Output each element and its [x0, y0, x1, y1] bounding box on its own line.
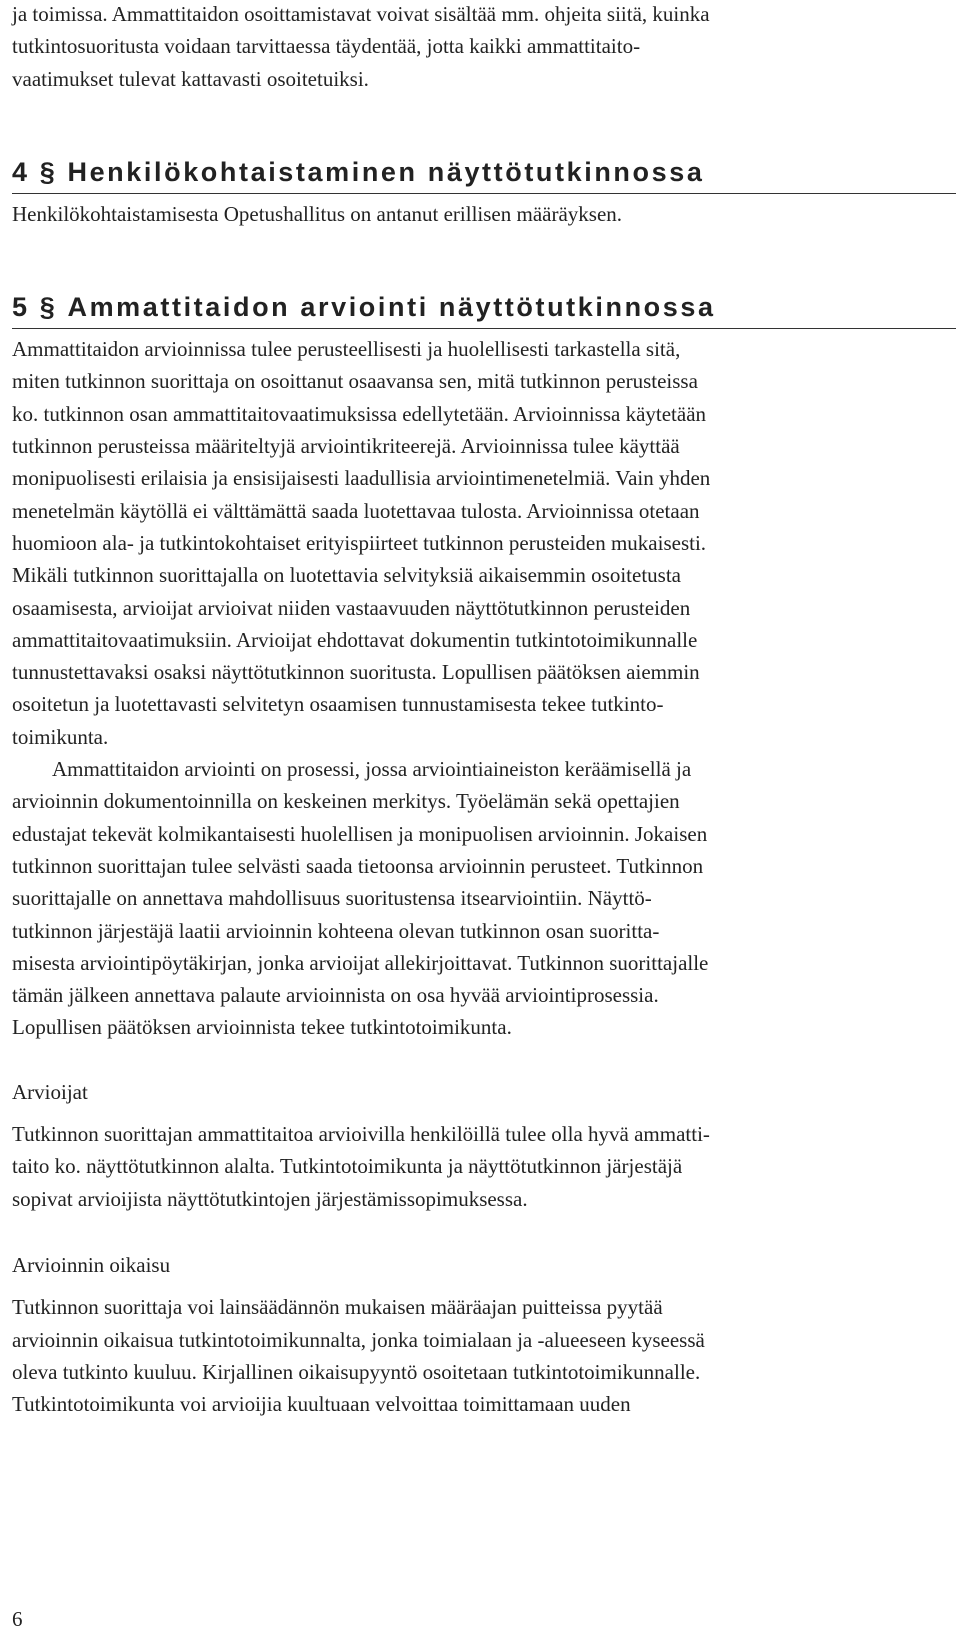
section-title: Ammattitaidon arviointi näyttötutkinnossa	[67, 292, 716, 323]
text-line: Ammattitaidon arviointi on prosessi, jossa arviointiaineiston keräämisellä ja	[52, 757, 692, 782]
section-5-paragraph-1	[12, 333, 948, 753]
text-line: tutkintosuoritusta voidaan tarvittaessa täydentää, jotta kaikki ammattitaito-	[12, 34, 641, 59]
text-line: toimikunta.	[12, 724, 109, 749]
document-page	[12, 0, 948, 1631]
text-line: osaamisesta, arvioijat arvioivat niiden vastaavuuden näyttötutkinnon perusteiden	[12, 595, 691, 620]
section-4-body: Henkilökohtaistamisesta Opetushallitus on antanut erillisen määräyksen.	[12, 201, 623, 226]
section-symbol: §	[39, 156, 58, 187]
text-line: edustajat tekevät kolmikantaisesti huolellisen ja monipuolisen arvioinnin. Jokaisen	[12, 821, 708, 846]
text-line: Tutkintotoimikunta voi arvioijia kuultuaan velvoittaa toimittamaan uuden	[12, 1392, 631, 1417]
section-symbol: §	[39, 292, 58, 323]
text-line: ko. tutkinnon osan ammattitaitovaatimuksissa edellytetään. Arvioinnissa käytetään	[12, 401, 707, 426]
section-5-paragraph-2	[12, 753, 948, 1044]
text-line: tutkinnon suorittajan tulee selvästi saada tietoonsa arvioinnin perusteet. Tutkinnon	[12, 853, 704, 878]
intro-paragraph	[12, 0, 948, 95]
text-line: suorittajalle on annettava mahdollisuus suoritustensa itsearviointiin. Näyttö-	[12, 886, 652, 911]
text-line: ja toimissa. Ammattitaidon osoittamistavat voivat sisältää mm. ohjeita siitä, kuinka	[12, 2, 710, 26]
text-line: Tutkinnon suorittaja voi lainsäädännön mukaisen määräajan puitteissa pyytää	[12, 1295, 663, 1320]
text-line: vaatimukset tulevat kattavasti osoitetuiksi.	[12, 66, 369, 91]
text-line: taito ko. näyttötutkinnon alalta. Tutkintotoimikunta ja näyttötutkinnon järjestäjä	[12, 1154, 683, 1179]
text-line: Ammattitaidon arvioinnissa tulee perusteellisesti ja huolellisesti tarkastella sitä,	[12, 337, 681, 362]
text-line: sopivat arvioijista näyttötutkintojen järjestämissopimuksessa.	[12, 1186, 528, 1211]
subheading-arvioijat: Arvioijat	[12, 1079, 88, 1104]
section-number: 4	[12, 156, 30, 187]
text-line: Mikäli tutkinnon suorittajalla on luotettavia selvityksiä aikaisemmin osoitetusta	[12, 563, 681, 588]
section-5-heading	[12, 289, 956, 329]
arvioijat-paragraph	[12, 1118, 948, 1215]
text-line: monipuolisesti erilaisia ja ensisijaisesti laadullisia arviointimenetelmiä. Vain yhden	[12, 466, 711, 491]
text-line: miten tutkinnon suorittaja on osoittanut osaavansa sen, mitä tutkinnon perusteissa	[12, 369, 698, 394]
page-number: 6	[12, 1607, 23, 1631]
text-line: Lopullisen päätöksen arvioinnista tekee tutkintotoimikunta.	[12, 1015, 512, 1040]
text-line: ammattitaitovaatimuksiin. Arvioijat ehdottavat dokumentin tutkintotoimikunnalle	[12, 627, 698, 652]
section-4-heading	[12, 154, 956, 194]
text-line: oleva tutkinto kuuluu. Kirjallinen oikaisupyyntö osoitetaan tutkintotoimikunnalle.	[12, 1359, 701, 1384]
text-line: menetelmän käytöllä ei välttämättä saada luotettavaa tulosta. Arvioinnissa otetaan	[12, 498, 700, 523]
subheading-arvioinnin-oikaisu: Arvioinnin oikaisu	[12, 1252, 171, 1277]
text-line: arvioinnin oikaisua tutkintotoimikunnalta, jonka toimialaan ja -alueeseen kyseessä	[12, 1327, 705, 1352]
text-line: tutkinnon perusteissa määriteltyjä arviointikriteerejä. Arvioinnissa tulee käyttää	[12, 434, 680, 459]
text-line: osoitetun ja luotettavasti selvitetyn osaamisen tunnustamisesta tekee tutkinto-	[12, 692, 664, 717]
text-line: tutkinnon järjestäjä laatii arvioinnin kohteena olevan tutkinnon osan suoritta-	[12, 918, 660, 943]
text-line: huomioon ala- ja tutkintokohtaiset erityispiirteet tutkinnon perusteiden mukaisesti.	[12, 530, 707, 555]
section-title: Henkilökohtaistaminen näyttötutkinnossa	[67, 156, 705, 187]
section-number: 5	[12, 292, 30, 323]
text-line: tunnustettavaksi osaksi näyttötutkinnon suoritusta. Lopullisen päätöksen aiemmin	[12, 660, 700, 685]
text-line: misesta arviointipöytäkirjan, jonka arvioijat allekirjoittavat. Tutkinnon suorittajalle	[12, 950, 709, 975]
text-line: tämän jälkeen annettava palaute arvioinnista on osa hyvää arviointiprosessia.	[12, 983, 659, 1008]
oikaisu-paragraph	[12, 1291, 948, 1420]
text-line: arvioinnin dokumentoinnilla on keskeinen merkitys. Työelämän sekä opettajien	[12, 789, 680, 814]
text-line: Tutkinnon suorittajan ammattitaitoa arvioivilla henkilöillä tulee olla hyvä ammatti-	[12, 1122, 710, 1147]
